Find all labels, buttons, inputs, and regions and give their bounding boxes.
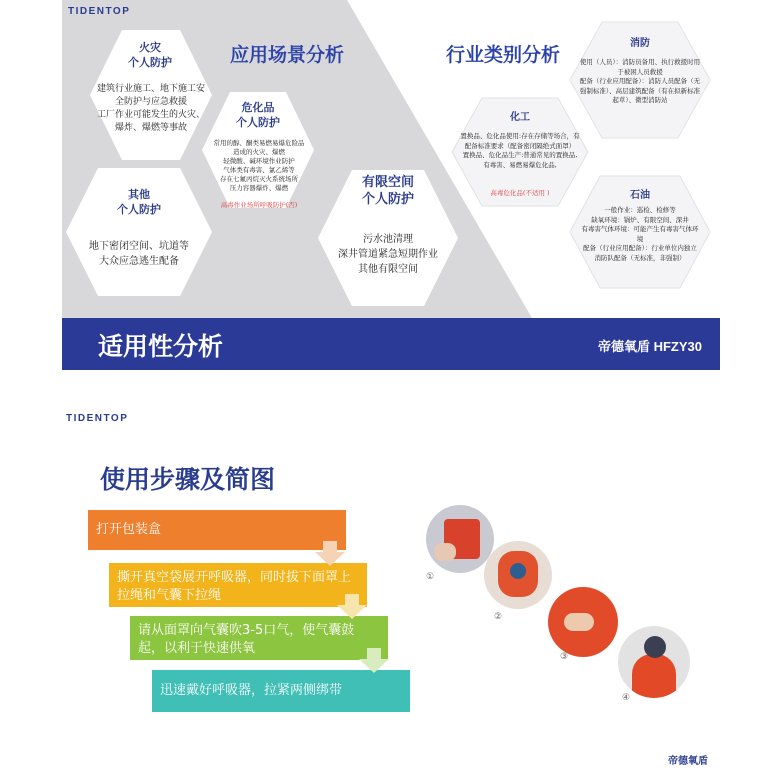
- arrow-down-icon: [315, 541, 345, 566]
- fire-title: 火灾 个人防护: [128, 41, 172, 69]
- oil-body: 一般作业：巡检、检修等 缺氧环境：锅炉、有限空间、深井 有毒害气体环境：可能产生有毒害气体环境 配备（行业应用配备）：行业单位内独立消防队配备（无标准，非强制）: [581, 206, 699, 262]
- chemical-note: 高毒危化品(不适用 ): [490, 189, 550, 197]
- photo-number-2: ②: [494, 612, 503, 622]
- footer-title: 适用性分析: [98, 332, 224, 361]
- hazard-title: 危化品 个人防护: [236, 101, 280, 129]
- photo-step-1: [426, 505, 494, 573]
- photo-number-3: ③: [560, 652, 569, 662]
- section-title-scenario: 应用场景分析: [230, 44, 345, 66]
- footer-product: 帝德氧盾 HFZY30: [597, 339, 702, 354]
- other-body: 地下密闭空间、坑道等 大众应急逃生配备: [89, 241, 189, 267]
- arrow-down-icon: [337, 594, 367, 619]
- brand-logo-2: TIDENTOP: [66, 413, 129, 424]
- photo-step-2: [484, 541, 552, 609]
- step-3: 请从面罩向气囊吹3-5口气，使气囊鼓起，以利于快速供氧: [130, 616, 388, 660]
- limited-title: 有限空间 个人防护: [361, 175, 414, 207]
- step-1: 打开包装盒: [88, 510, 346, 550]
- brand-logo: TIDENTOP: [68, 6, 131, 17]
- arrow-down-icon: [359, 648, 389, 673]
- limited-body: 污水池清理 深井管道紧急短期作业 其他有限空间: [338, 234, 438, 275]
- fire-dept-body: 使用（人员）：消防员备用、执行救援时用于被困人员救援 配备（行业应用配备）：消防人员配备（无强制标准）、高层建筑配备（有在拟新标准起草）、微型消防站: [579, 58, 701, 104]
- oil-title: 石油: [630, 190, 650, 201]
- other-title: 其他 个人防护: [117, 188, 161, 216]
- brand-logo-cn: 帝德氧盾: [668, 756, 708, 767]
- hazard-body: 常用的醇、酮类易燃易爆危险品造成的火灾、爆燃 轻微酸、碱环境作业防护 气体类有毒害、氯乙烯等 存在七氟丙烷灭火系统场所 压力容器爆炸、爆燃: [213, 139, 305, 192]
- step-4: 迅速戴好呼吸器，拉紧两侧绑带: [152, 670, 410, 712]
- hazard-note: 高毒作业场所呼吸防护(否): [220, 201, 298, 209]
- steps-title: 使用步骤及简图: [100, 465, 276, 494]
- fire-body: 建筑行业施工、地下施工安全防护与应急救援 工厂作业可能发生的火灾、爆炸、爆燃等事故: [96, 84, 205, 133]
- photo-step-3: [548, 587, 618, 657]
- step-2: 撕开真空袋展开呼吸器，同时拔下面罩上拉绳和气囊下拉绳: [109, 563, 367, 607]
- photo-number-1: ①: [426, 572, 435, 582]
- photo-step-4: [618, 626, 690, 698]
- photo-number-4: ④: [622, 693, 631, 703]
- fire-dept-title: 消防: [630, 38, 650, 49]
- chemical-title: 化工: [510, 112, 530, 123]
- chemical-body: 置换品、危化品使用:存在存储等场合，有配备标准要求（配备密闭隔绝式面罩） 置换品、危化品生产:普通常见的置换品,有毒害、易燃易爆危化品,: [460, 132, 580, 169]
- section-title-industry: 行业类别分析: [446, 44, 561, 66]
